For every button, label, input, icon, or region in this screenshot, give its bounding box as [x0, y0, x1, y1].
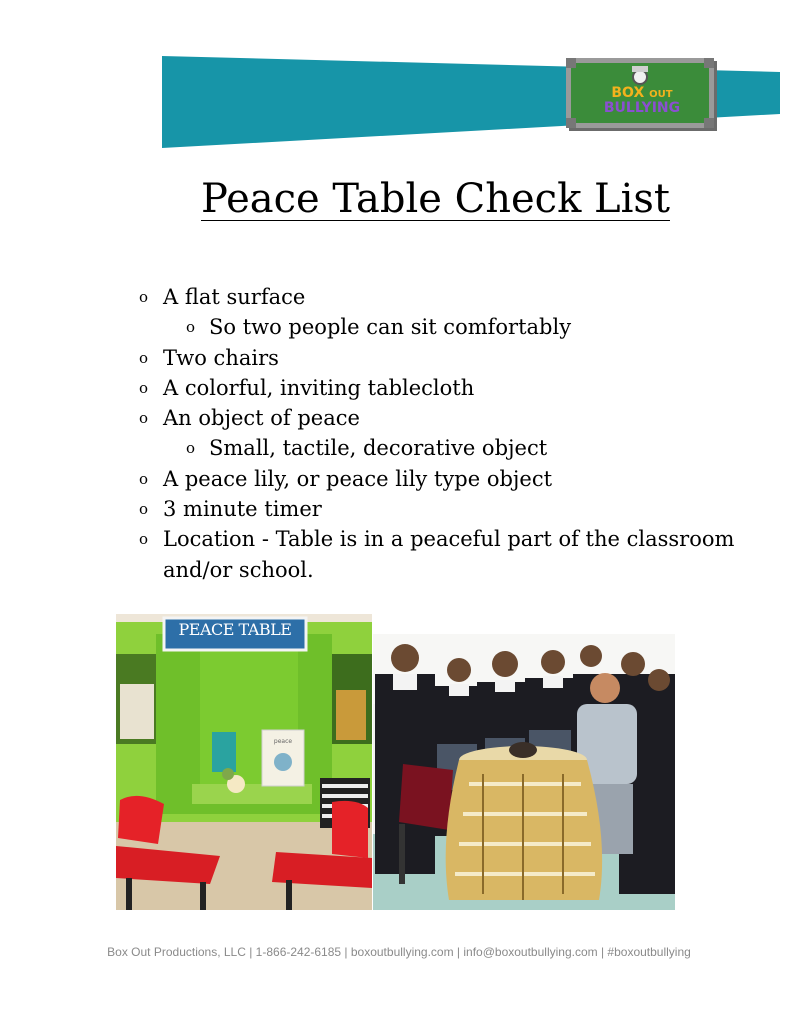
footer-contact-line: Box Out Productions, LLC | 1-866-242-6185 | boxoutbullying.com | info@boxoutbullying.com | #boxoutbullying	[107, 945, 691, 959]
checklist-item-text: Location - Table is in a peaceful part of the classroom and/or school.	[163, 527, 735, 582]
checklist-item	[138, 312, 768, 342]
checklist-item	[138, 343, 768, 373]
classroom-group-photo	[373, 634, 675, 910]
checklist-item	[138, 464, 768, 494]
checklist-item	[138, 403, 768, 433]
checklist-item-text: A colorful, inviting tablecloth	[163, 375, 475, 400]
peace-table-sign: PEACE TABLE	[178, 620, 292, 639]
circle-bullet-icon: o	[139, 378, 149, 397]
circle-bullet-icon: o	[139, 500, 149, 519]
peace-table-checklist	[138, 282, 768, 585]
checklist-item-text: So two people can sit comfortably	[209, 315, 572, 340]
circle-bullet-icon: o	[139, 530, 149, 549]
checklist-item-text: An object of peace	[163, 406, 360, 431]
checklist-item	[138, 373, 768, 403]
peace-table-photo	[116, 614, 372, 910]
checklist-item	[138, 524, 768, 585]
checklist-item	[138, 494, 768, 524]
checklist-item-text: A peace lily, or peace lily type object	[163, 466, 553, 491]
circle-bullet-icon: o	[186, 439, 196, 458]
checklist-item	[138, 433, 768, 463]
checklist-item-text: A flat surface	[163, 285, 306, 309]
circle-bullet-icon: o	[139, 409, 149, 428]
box-out-bullying-logo: BOX OUT BULLYING	[566, 58, 718, 132]
circle-bullet-icon: o	[139, 288, 149, 306]
checklist-item-text: Two chairs	[163, 345, 279, 370]
checklist-item-text: Small, tactile, decorative object	[209, 436, 548, 461]
checklist-item	[138, 282, 768, 312]
page-title: Peace Table Check List	[201, 176, 670, 222]
circle-bullet-icon: o	[139, 348, 149, 367]
circle-bullet-icon: o	[186, 318, 196, 337]
circle-bullet-icon: o	[139, 469, 149, 488]
peace-card: peace	[273, 738, 293, 745]
checklist-item-text: 3 minute timer	[163, 497, 322, 522]
